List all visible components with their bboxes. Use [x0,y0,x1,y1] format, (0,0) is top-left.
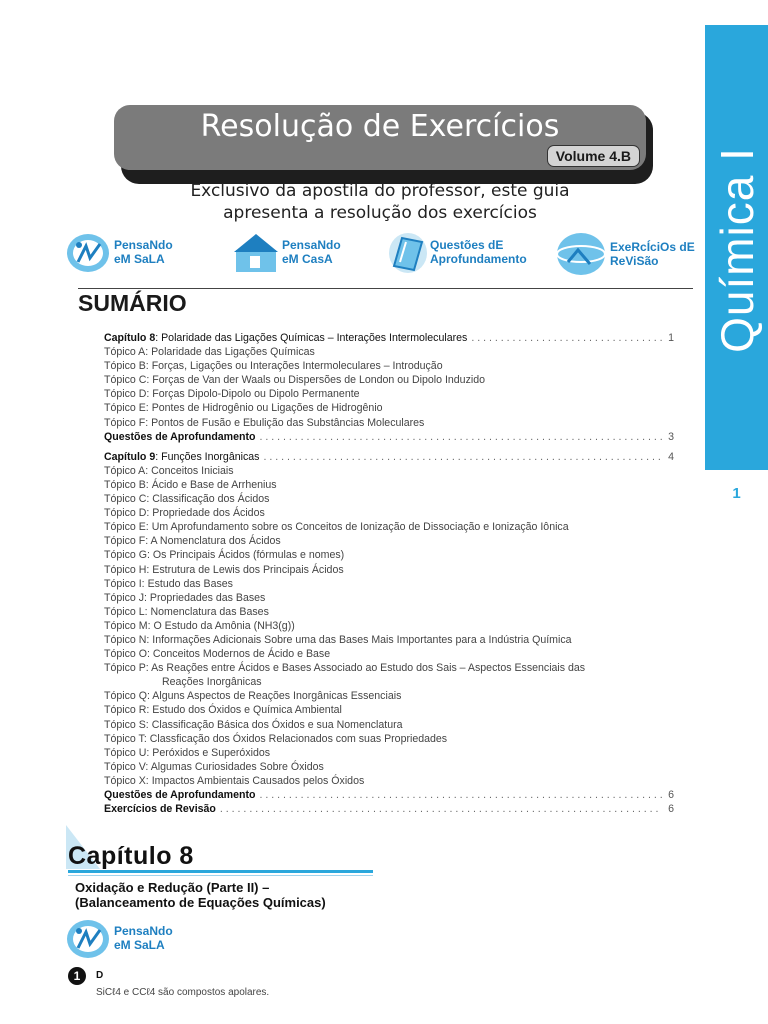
toc-chapter-8[interactable]: Capítulo 8: Polaridade das Ligações Químicas – Interações Intermoleculares . . . 1 [104,331,674,345]
subject-number: 1 [705,470,768,516]
question-answer: D [96,970,104,981]
chapter-subtitle: Oxidação e Redução (Parte II) – (Balanceamento de Equações Químicas) [75,880,326,910]
toc-topic: Tópico D: Propriedade dos Ácidos [104,507,265,520]
toc-topic: Tópico D: Forças Dipolo-Dipolo ou Dipolo Permanente [104,388,360,401]
page-number: 3 [668,430,674,443]
page-title: Resolução de Exercícios [200,109,560,144]
header-banner [114,105,646,170]
table-of-contents [104,331,674,816]
summary-title: SUMÁRIO [78,290,187,316]
logo-pensando-em-sala-chapter: PensaNdo eM SaLA [66,918,191,962]
toc-topic: Tópico M: O Estudo da Amônia (NH3(g)) [104,619,295,632]
question-explanation: SiCℓ4 e CCℓ4 são compostos apolares. [96,987,270,998]
toc-topic: Tópico A: Polaridade das Ligações Químicas [104,346,315,359]
chapter-underline-thin [68,875,373,876]
toc-topic: Tópico Q: Alguns Aspectos de Reações Inorgânicas Essenciais [104,690,402,703]
toc-topic: Tópico U: Peróxidos e Superóxidos [104,746,271,759]
chapter-title: Capítulo 8 [68,842,194,870]
toc-topic: Tópico B: Forças, Ligações ou Interações Intermoleculares – Introdução [104,360,443,373]
toc-topic: Tópico O: Conceitos Modernos de Ácido e Base [104,648,331,661]
toc-topic: Tópico F: A Nomenclatura dos Ácidos [104,535,281,548]
toc-topic: Tópico T: Classficação dos Óxidos Relacionados com suas Propriedades [104,732,448,745]
book-icon [388,232,428,274]
toc-topic: Tópico I: Estudo das Bases [104,577,233,590]
toc-exercicios-revisao[interactable]: Exercícios de Revisão . . . 6 [104,802,674,816]
toc-questoes-aprofundamento[interactable]: Questões de Aprofundamento . . . 3 [104,430,674,444]
volume-badge: Volume 4.B [547,145,640,167]
chapter-underline [68,870,373,873]
toc-topic: Tópico F: Pontos de Fusão e Ebulição das Substâncias Moleculares [104,416,425,429]
toc-topic: Tópico R: Estudo dos Óxidos e Química Ambiental [104,704,342,717]
toc-topic: Tópico G: Os Principais Ácidos (fórmulas e nomes) [104,549,345,562]
page-number: 6 [668,803,674,816]
toc-topic: Tópico J: Propriedades das Bases [104,591,266,604]
toc-topic: Tópico B: Ácido e Base de Arrhenius [104,478,277,491]
subject-side-tab [705,25,768,502]
toc-questoes-aprofundamento[interactable]: Questões de Aprofundamento . . . 6 [104,788,674,802]
toc-topic: Tópico P: As Reações entre Ácidos e Bases Associado ao Estudo dos Sais – Aspectos Essenciais das [104,662,586,675]
toc-topic: Tópico H: Estrutura de Lewis dos Principais Ácidos [104,563,344,576]
toc-topic: Tópico X: Impactos Ambientais Causados pelos Óxidos [104,774,365,787]
logo-pensando-em-casa: PensaNdo eM CasA [234,232,359,276]
logo-questoes-aprofundamento: Questões dE Aprofundamento [388,232,528,276]
toc-topic-continuation: Reações Inorgânicas [162,676,262,689]
page-number: 6 [668,789,674,801]
globe-icon [556,232,606,276]
logo-exercicios-revisao: ExeRcÍciOs dE ReViSão [556,232,696,276]
divider [78,288,693,289]
toc-topic: Tópico E: Pontes de Hidrogênio ou Ligações de Hidrogênio [104,402,383,415]
toc-topic: Tópico L: Nomenclatura das Bases [104,605,269,618]
question-number-badge: 1 [68,967,86,985]
logo-pensando-em-sala: PensaNdo eM SaLA [66,232,191,276]
header-subtitle: Exclusivo da apostila do professor, este guia apresenta a resolução dos exercícios [190,181,570,223]
toc-topic: Tópico C: Classificação dos Ácidos [104,493,270,506]
toc-topic: Tópico A: Conceitos Iniciais [104,464,234,477]
toc-topic: Tópico V: Algumas Curiosidades Sobre Óxidos [104,760,324,773]
toc-topic: Tópico N: Informações Adicionais Sobre uma das Bases Mais Importantes para a Indústria Química [104,633,572,646]
page-number: 4 [668,450,674,463]
toc-topic: Tópico S: Classificação Básica dos Óxidos e sua Nomenclatura [104,718,403,731]
house-icon [234,232,280,274]
toc-topic: Tópico C: Forças de Van der Waals ou Dispersões de London ou Dipolo Induzido [104,374,486,387]
classroom-icon [66,918,112,960]
subject-title: Química I [711,147,764,353]
page-number: 1 [668,332,674,344]
toc-topic: Tópico E: Um Aprofundamento sobre os Conceitos de Ionização de Dissociação e Ionização Iônica [104,521,569,534]
toc-chapter-9[interactable]: Capítulo 9: Funções Inorgânicas . . . 4 [104,450,674,464]
classroom-icon [66,232,112,274]
